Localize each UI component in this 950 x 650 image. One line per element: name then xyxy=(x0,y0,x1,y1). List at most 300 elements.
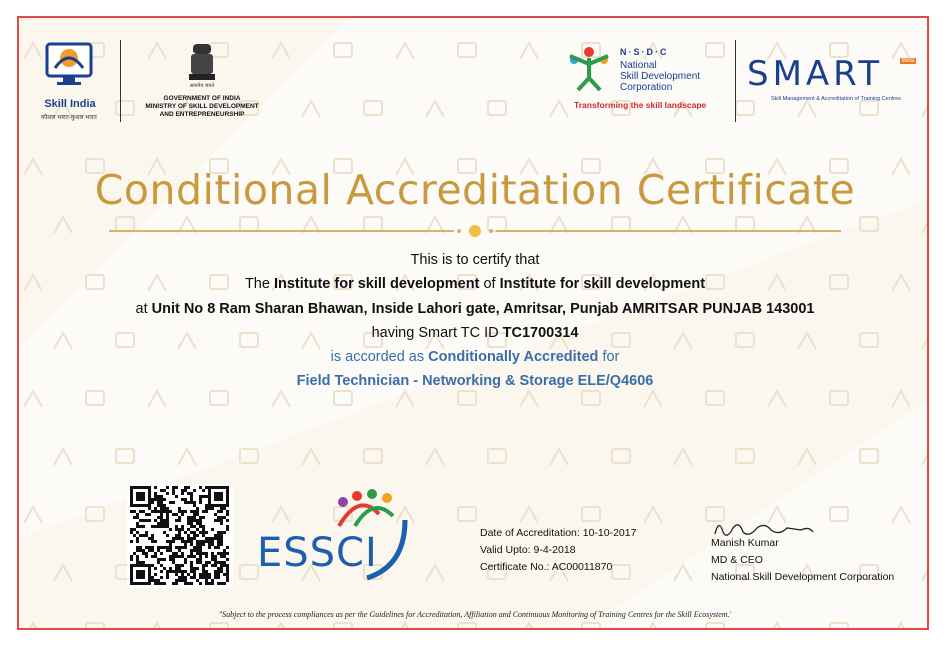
qr-module xyxy=(136,537,139,540)
qr-module xyxy=(187,534,190,537)
skill-india-logo xyxy=(33,38,105,128)
qr-module xyxy=(202,489,205,492)
qr-module xyxy=(178,555,181,558)
signatory-title: MD & CEO xyxy=(711,554,763,566)
qr-module xyxy=(214,546,217,549)
qr-module xyxy=(172,570,175,573)
qr-module xyxy=(166,576,169,579)
qr-module xyxy=(199,486,202,489)
qr-module xyxy=(193,549,196,552)
qr-module xyxy=(208,582,211,585)
qr-module xyxy=(136,513,139,516)
qr-module xyxy=(226,510,229,513)
nsdc-line2: Skill Development xyxy=(620,71,701,82)
pattern-icon xyxy=(272,623,290,630)
qr-module xyxy=(226,489,229,492)
institute-prefix: The xyxy=(244,276,274,292)
qr-module xyxy=(133,552,136,555)
qr-module xyxy=(178,507,181,510)
pattern-icon xyxy=(488,449,506,463)
qr-module xyxy=(211,537,214,540)
qr-module xyxy=(196,510,199,513)
qr-module xyxy=(181,489,184,492)
qr-module xyxy=(217,504,220,507)
qr-module xyxy=(136,525,139,528)
qr-module xyxy=(163,522,166,525)
qr-module xyxy=(223,561,226,564)
qr-module xyxy=(199,543,202,546)
qr-module xyxy=(202,576,205,579)
pattern-icon xyxy=(674,449,692,465)
qr-module xyxy=(163,504,166,507)
qr-module xyxy=(217,492,220,495)
qr-module xyxy=(175,495,178,498)
qr-module xyxy=(217,531,220,534)
smart-subtitle: Skill Management & Accreditation of Training Centres xyxy=(771,96,901,102)
qr-module xyxy=(205,579,208,582)
qr-module xyxy=(178,564,181,567)
qr-module xyxy=(199,576,202,579)
qr-module xyxy=(136,564,139,567)
address-text: Unit No 8 Ram Sharan Bhawan, Inside Lahori gate, Amritsar, Punjab AMRITSAR PUNJAB 143001 xyxy=(151,301,815,317)
qr-module xyxy=(208,489,211,492)
qr-module xyxy=(139,549,142,552)
qr-module xyxy=(130,555,133,558)
qr-module xyxy=(130,573,133,576)
qr-module xyxy=(184,540,187,543)
qr-module xyxy=(199,501,202,504)
qr-module xyxy=(184,561,187,564)
pattern-icon xyxy=(24,623,42,630)
qr-module xyxy=(196,507,199,510)
pattern-icon xyxy=(582,507,600,521)
qr-module xyxy=(202,525,205,528)
qr-module xyxy=(160,498,163,501)
qr-module xyxy=(136,558,139,561)
qr-module xyxy=(190,552,193,555)
qr-module xyxy=(172,555,175,558)
qr-module xyxy=(193,489,196,492)
qr-module xyxy=(205,555,208,558)
skill-india-tagline: कौशल भारत-कुशल भारत xyxy=(41,115,97,121)
address-line xyxy=(19,301,929,317)
government-logo xyxy=(127,40,277,130)
gov-line1: GOVERNMENT OF INDIA xyxy=(163,95,241,102)
qr-module xyxy=(214,534,217,537)
qr-module xyxy=(169,555,172,558)
qr-module xyxy=(181,576,184,579)
qr-module xyxy=(199,522,202,525)
qr-module xyxy=(154,495,157,498)
qr-module xyxy=(151,534,154,537)
qr-module xyxy=(133,504,136,507)
qr-module xyxy=(220,495,223,498)
qr-module xyxy=(130,579,133,582)
qr-module xyxy=(148,501,151,504)
qr-module xyxy=(148,579,151,582)
qr-module xyxy=(202,531,205,534)
qr-module xyxy=(175,537,178,540)
qr-module xyxy=(178,537,181,540)
institute-line xyxy=(19,276,929,292)
qr-module xyxy=(148,549,151,552)
qr-module xyxy=(196,579,199,582)
qr-module xyxy=(136,540,139,543)
qr-module xyxy=(211,504,214,507)
qr-module xyxy=(205,570,208,573)
qr-module xyxy=(190,492,193,495)
qr-module xyxy=(169,501,172,504)
qr-module xyxy=(142,519,145,522)
qr-module xyxy=(148,492,151,495)
nsdc-tagline: Transforming the skill landscape xyxy=(574,100,707,110)
qr-module xyxy=(172,492,175,495)
qr-module xyxy=(184,501,187,504)
qr-module xyxy=(193,570,196,573)
accreditation-status: Conditionally Accredited xyxy=(428,349,599,365)
qr-module xyxy=(160,558,163,561)
qr-module xyxy=(220,519,223,522)
qr-module xyxy=(226,495,229,498)
pattern-icon xyxy=(148,623,166,630)
qr-module xyxy=(211,558,214,561)
qr-module xyxy=(217,543,220,546)
qr-module xyxy=(181,546,184,549)
tc-id-value: TC1700314 xyxy=(502,325,579,341)
qr-module xyxy=(142,576,145,579)
qr-module xyxy=(166,519,169,522)
qr-module xyxy=(169,570,172,573)
qr-module xyxy=(205,531,208,534)
title-ornament xyxy=(19,223,929,239)
qr-module xyxy=(133,564,136,567)
qr-module xyxy=(139,570,142,573)
qr-module xyxy=(190,555,193,558)
qr-module xyxy=(166,507,169,510)
qr-module xyxy=(181,573,184,576)
qr-module xyxy=(154,552,157,555)
qr-module xyxy=(145,552,148,555)
qr-module xyxy=(190,522,193,525)
qr-module xyxy=(226,579,229,582)
qr-module xyxy=(154,519,157,522)
qr-module xyxy=(202,564,205,567)
qr-module xyxy=(157,516,160,519)
qr-module xyxy=(205,495,208,498)
qr-module xyxy=(166,513,169,516)
qr-module xyxy=(142,534,145,537)
qr-module xyxy=(163,582,166,585)
qr-module xyxy=(160,582,163,585)
qr-module xyxy=(220,486,223,489)
qr-module xyxy=(199,540,202,543)
qr-module xyxy=(205,582,208,585)
qr-module xyxy=(220,540,223,543)
qr-module xyxy=(130,531,133,534)
qr-module xyxy=(175,525,178,528)
qr-module xyxy=(211,540,214,543)
certificate-frame xyxy=(17,16,929,630)
qr-module xyxy=(199,531,202,534)
qr-module xyxy=(220,504,223,507)
qr-module xyxy=(160,570,163,573)
qr-module xyxy=(217,495,220,498)
qr-module xyxy=(154,510,157,513)
qr-module xyxy=(142,549,145,552)
institute-parent: Institute for skill development xyxy=(499,276,706,292)
qr-module xyxy=(166,540,169,543)
qr-module xyxy=(139,576,142,579)
qr-module xyxy=(202,540,205,543)
qr-module xyxy=(193,546,196,549)
qr-module xyxy=(151,579,154,582)
qr-module xyxy=(136,498,139,501)
qr-module xyxy=(148,495,151,498)
pattern-icon xyxy=(550,449,568,465)
qr-module xyxy=(184,579,187,582)
qr-module xyxy=(226,492,229,495)
qr-module xyxy=(130,582,133,585)
qr-module xyxy=(199,558,202,561)
institute-of: of xyxy=(479,276,500,292)
pattern-icon xyxy=(736,449,754,463)
qr-module xyxy=(205,576,208,579)
qr-module xyxy=(157,546,160,549)
qr-module xyxy=(226,570,229,573)
qr-module xyxy=(178,570,181,573)
qr-module xyxy=(160,516,163,519)
qr-module xyxy=(211,582,214,585)
status-prefix: is accorded as xyxy=(330,349,429,365)
qr-module xyxy=(226,519,229,522)
qr-module xyxy=(139,582,142,585)
qr-module xyxy=(136,573,139,576)
qr-module xyxy=(205,510,208,513)
pattern-icon xyxy=(302,449,320,465)
qr-module xyxy=(175,534,178,537)
qr-module xyxy=(208,507,211,510)
qr-module xyxy=(220,531,223,534)
qr-module xyxy=(148,486,151,489)
smart-logo xyxy=(747,54,923,114)
qr-module xyxy=(160,546,163,549)
qr-module xyxy=(130,528,133,531)
qr-module xyxy=(130,564,133,567)
qr-module xyxy=(223,582,226,585)
qr-module xyxy=(196,522,199,525)
skill-india-emblem-icon xyxy=(33,38,105,96)
qr-module xyxy=(205,552,208,555)
qr-module xyxy=(130,498,133,501)
qr-module xyxy=(178,516,181,519)
smart-beta-badge: Beta xyxy=(902,58,915,64)
qr-module xyxy=(211,555,214,558)
qr-module xyxy=(139,525,142,528)
qr-module xyxy=(163,489,166,492)
qr-module xyxy=(178,567,181,570)
pattern-icon xyxy=(426,449,444,465)
qr-module xyxy=(157,561,160,564)
qr-module xyxy=(190,510,193,513)
qr-module xyxy=(193,513,196,516)
qr-module xyxy=(178,549,181,552)
qr-module xyxy=(190,543,193,546)
pattern-icon xyxy=(458,507,476,521)
qr-module xyxy=(172,489,175,492)
qr-module xyxy=(196,549,199,552)
qr-module xyxy=(166,534,169,537)
qr-code xyxy=(127,484,233,588)
qr-module xyxy=(178,510,181,513)
qr-module xyxy=(187,582,190,585)
pattern-icon xyxy=(798,449,816,465)
qr-module xyxy=(193,555,196,558)
qr-module xyxy=(226,564,229,567)
qr-module xyxy=(193,573,196,576)
qr-module xyxy=(145,531,148,534)
qr-module xyxy=(214,558,217,561)
qr-module xyxy=(154,525,157,528)
qr-module xyxy=(187,537,190,540)
tc-id-prefix: having Smart TC ID xyxy=(371,325,503,341)
qr-module xyxy=(217,582,220,585)
qr-module xyxy=(208,543,211,546)
qr-module xyxy=(175,486,178,489)
qr-module xyxy=(217,552,220,555)
smart-name: SMART xyxy=(747,54,884,94)
nsdc-line3: Corporation xyxy=(620,82,673,93)
qr-module xyxy=(181,570,184,573)
qr-module xyxy=(202,552,205,555)
qr-module xyxy=(196,528,199,531)
qr-module xyxy=(217,486,220,489)
qr-module xyxy=(178,534,181,537)
qr-module xyxy=(217,519,220,522)
pattern-icon xyxy=(334,623,352,630)
qr-module xyxy=(139,519,142,522)
qr-module xyxy=(133,510,136,513)
qr-module xyxy=(223,549,226,552)
qr-module xyxy=(190,561,193,564)
qr-module xyxy=(169,549,172,552)
qr-module xyxy=(142,486,145,489)
qr-module xyxy=(199,552,202,555)
qr-module xyxy=(175,513,178,516)
qr-module xyxy=(160,564,163,567)
qr-module xyxy=(175,519,178,522)
qr-module xyxy=(223,531,226,534)
qr-module xyxy=(220,543,223,546)
qr-module xyxy=(193,501,196,504)
qr-module xyxy=(169,543,172,546)
signatory-name: Manish Kumar xyxy=(711,537,779,549)
qr-module xyxy=(172,513,175,516)
gov-line3: AND ENTREPRENEURSHIP xyxy=(159,111,245,118)
qr-module xyxy=(193,519,196,522)
qr-module xyxy=(208,537,211,540)
qr-module xyxy=(199,546,202,549)
qr-module xyxy=(142,564,145,567)
qr-module xyxy=(157,525,160,528)
qr-module xyxy=(172,552,175,555)
qr-module xyxy=(226,552,229,555)
qr-module xyxy=(184,543,187,546)
qr-module xyxy=(172,501,175,504)
qr-module xyxy=(142,495,145,498)
qr-module xyxy=(226,504,229,507)
qr-module xyxy=(163,519,166,522)
qr-module xyxy=(184,486,187,489)
pattern-icon xyxy=(768,391,786,407)
qr-module xyxy=(151,510,154,513)
qr-module xyxy=(208,540,211,543)
qr-module xyxy=(139,564,142,567)
qr-module xyxy=(214,576,217,579)
qr-module xyxy=(181,552,184,555)
qr-module xyxy=(199,573,202,576)
qr-module xyxy=(166,516,169,519)
qr-module xyxy=(148,576,151,579)
qr-module xyxy=(136,576,139,579)
pattern-icon xyxy=(458,623,476,630)
qr-module xyxy=(223,507,226,510)
qr-module xyxy=(208,498,211,501)
qr-module xyxy=(181,564,184,567)
qr-module xyxy=(142,498,145,501)
qr-module xyxy=(151,525,154,528)
qr-module xyxy=(142,510,145,513)
qr-module xyxy=(130,486,133,489)
qr-module xyxy=(196,540,199,543)
qr-module xyxy=(154,579,157,582)
qr-module xyxy=(136,504,139,507)
qr-module xyxy=(151,555,154,558)
qr-module xyxy=(157,498,160,501)
qr-module xyxy=(220,582,223,585)
qr-module xyxy=(202,528,205,531)
qr-module xyxy=(133,486,136,489)
qr-module xyxy=(175,528,178,531)
qr-module xyxy=(151,576,154,579)
qr-module xyxy=(202,573,205,576)
qr-module xyxy=(208,561,211,564)
qr-module xyxy=(223,552,226,555)
qr-module xyxy=(196,546,199,549)
qr-module xyxy=(211,507,214,510)
qr-module xyxy=(172,537,175,540)
qr-module xyxy=(145,534,148,537)
qr-module xyxy=(220,534,223,537)
pattern-icon xyxy=(210,623,228,630)
qr-module xyxy=(130,489,133,492)
qr-module xyxy=(169,528,172,531)
qr-module xyxy=(190,516,193,519)
qr-module xyxy=(184,498,187,501)
qr-module xyxy=(190,582,193,585)
qr-module xyxy=(220,567,223,570)
qr-module xyxy=(151,540,154,543)
qr-module xyxy=(139,492,142,495)
qr-module xyxy=(217,567,220,570)
qr-module xyxy=(214,486,217,489)
qr-module xyxy=(226,546,229,549)
qr-module xyxy=(130,495,133,498)
qr-module xyxy=(217,534,220,537)
qr-module xyxy=(154,567,157,570)
qr-module xyxy=(196,534,199,537)
qr-module xyxy=(169,510,172,513)
qr-module xyxy=(202,570,205,573)
